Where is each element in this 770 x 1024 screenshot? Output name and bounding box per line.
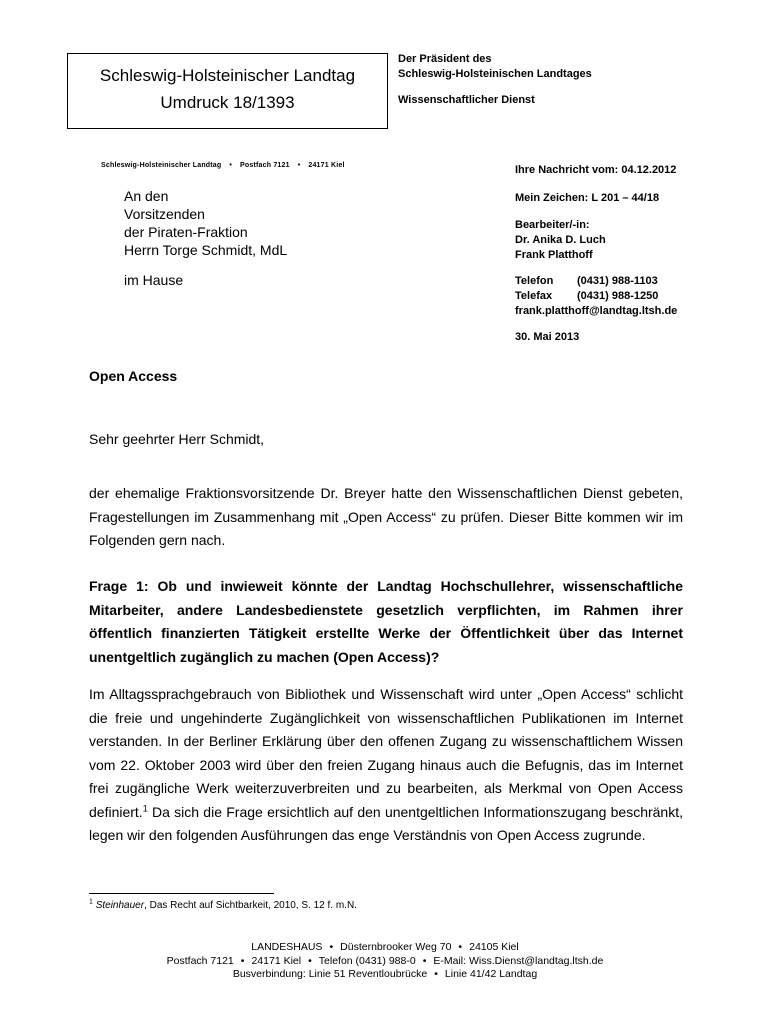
recipient-line: Herrn Torge Schmidt, MdL xyxy=(124,242,288,258)
meta-telefon-label: Telefon xyxy=(515,275,554,287)
meta-contact xyxy=(515,274,677,319)
umdruck-box xyxy=(67,53,388,129)
intro-paragraph: der ehemalige Fraktionsvorsitzende Dr. Breyer hatte den Wissenschaftlichen Dienst gebeten, Fragestellungen im Zusammenhang mit „Open Access“ zu prüfen. Dieser Bitte kommen wir im Folgenden gern nach. xyxy=(89,485,683,548)
footer-email: E-Mail: Wiss.Dienst@landtag.ltsh.de xyxy=(433,954,604,967)
footnote xyxy=(89,900,357,911)
recipient-line: An den xyxy=(124,188,169,204)
footnote-divider xyxy=(89,893,274,894)
box-umdruck-number: Umdruck 18/1393 xyxy=(160,93,295,112)
footer-line3: Busverbindung: Linie 51 Reventloubrücke • Linie 41/42 Landtag xyxy=(232,968,538,980)
president-heading xyxy=(398,52,592,82)
answer-text: Im Alltagssprachgebrauch von Bibliothek und Wissenschaft wird unter „Open Access“ schlicht die freie und ungehinderte Zugänglichkeit von wissenschaftlichen Publikationen im Internet verstanden. In der Berliner Erklärung über den offenen Zugang zu wissenschaftlichem Wissen vom 22. Oktober 2003 wird über den freien Zugang hinaus auch die Befugnis, das im Internet frei zugängliche Werk weiterzuverbreiten und zu bearbeiten, als Merkmal von Open Access definiert. xyxy=(89,686,683,820)
footnote-number: 1 xyxy=(89,898,93,906)
meta-telefon: (0431) 988-1103 xyxy=(577,275,658,287)
meta-bearbeiter-name: Dr. Anika D. Luch xyxy=(515,234,606,246)
meta-bearbeiter-label: Bearbeiter/-in: xyxy=(515,219,590,231)
footer-bus2: Linie 41/42 Landtag xyxy=(444,968,538,980)
meta-ihre-nachricht: Ihre Nachricht vom: 04.12.2012 xyxy=(515,164,677,176)
recipient-line: Vorsitzenden xyxy=(124,206,205,222)
footer-phone: Telefon (0431) 988-0 xyxy=(318,954,416,967)
sender-address-line: Schleswig-Holsteinischer Landtag • Postfach 7121 • 24171 Kiel xyxy=(101,162,345,169)
footnote-author: Steinhauer xyxy=(95,900,145,911)
footer-postbox: Postfach 7121 xyxy=(166,954,234,967)
recipient-address xyxy=(124,187,287,259)
page-footer xyxy=(0,941,770,982)
answer-text: Da sich die Frage ersichtlich auf den unentgeltlichen Informationszugang beschränkt, legen wir den folgenden Ausführungen das enge Verständnis von Open Access zugrunde. xyxy=(89,803,683,843)
meta-mein-zeichen: Mein Zeichen: L 201 – 44/18 xyxy=(515,192,660,204)
footnote-text: , Das Recht auf Sichtbarkeit, 2010, S. 12 f. m.N. xyxy=(144,900,357,911)
footer-building: LANDESHAUS xyxy=(251,941,323,953)
question-1-paragraph: Frage 1: Ob und inwieweit könnte der Landtag Hochschullehrer, wissenschaftliche Mitarbeiter, andere Landesbedienstete gesetzlich verpflichten, im Rahmen ihrer öffentlich finanzierten Tätigkeit erstellte Werke der Öffentlichkeit über das Internet unentgeltlich zugänglich zu machen (Open Access)? xyxy=(89,578,683,665)
president-line1: Der Präsident des xyxy=(398,53,492,65)
footer-bus1: Busverbindung: Linie 51 Reventloubrücke xyxy=(232,968,428,980)
box-title: Schleswig-Holsteinischer Landtag xyxy=(99,66,356,85)
meta-telefax: (0431) 988-1250 xyxy=(577,290,659,302)
footer-line2: Postfach 7121 • 24171 Kiel • Telefon (0431) 988-0 • E-Mail: Wiss.Dienst@landtag.ltsh.de xyxy=(166,954,604,967)
letter-salutation: Sehr geehrter Herr Schmidt, xyxy=(89,431,265,447)
footnote-reference[interactable]: 1 xyxy=(142,802,148,813)
president-line2: Schleswig-Holsteinischen Landtages xyxy=(398,68,592,80)
footer-line1: LANDESHAUS • Düsternbrooker Weg 70 • 24105 Kiel xyxy=(251,941,519,953)
meta-email: frank.platthoff@landtag.ltsh.de xyxy=(515,305,678,317)
meta-bearbeiter-name: Frank Platthoff xyxy=(515,249,593,261)
footer-city: 24171 Kiel xyxy=(251,954,302,967)
footer-street: Düsternbrooker Weg 70 xyxy=(340,941,452,953)
letter-subject: Open Access xyxy=(89,368,178,384)
meta-date: 30. Mai 2013 xyxy=(515,331,580,343)
recipient-location: im Hause xyxy=(124,272,184,288)
sender-org: Schleswig-Holsteinischer Landtag xyxy=(101,162,222,169)
sender-postbox: Postfach 7121 xyxy=(240,162,290,169)
answer-paragraph xyxy=(89,683,683,848)
sender-city: 24171 Kiel xyxy=(308,162,345,169)
recipient-line: der Piraten-Fraktion xyxy=(124,224,248,240)
department-heading: Wissenschaftlicher Dienst xyxy=(398,94,535,106)
footer-zip: 24105 Kiel xyxy=(469,941,519,953)
meta-telefax-label: Telefax xyxy=(515,290,553,302)
meta-bearbeiter xyxy=(515,218,606,263)
